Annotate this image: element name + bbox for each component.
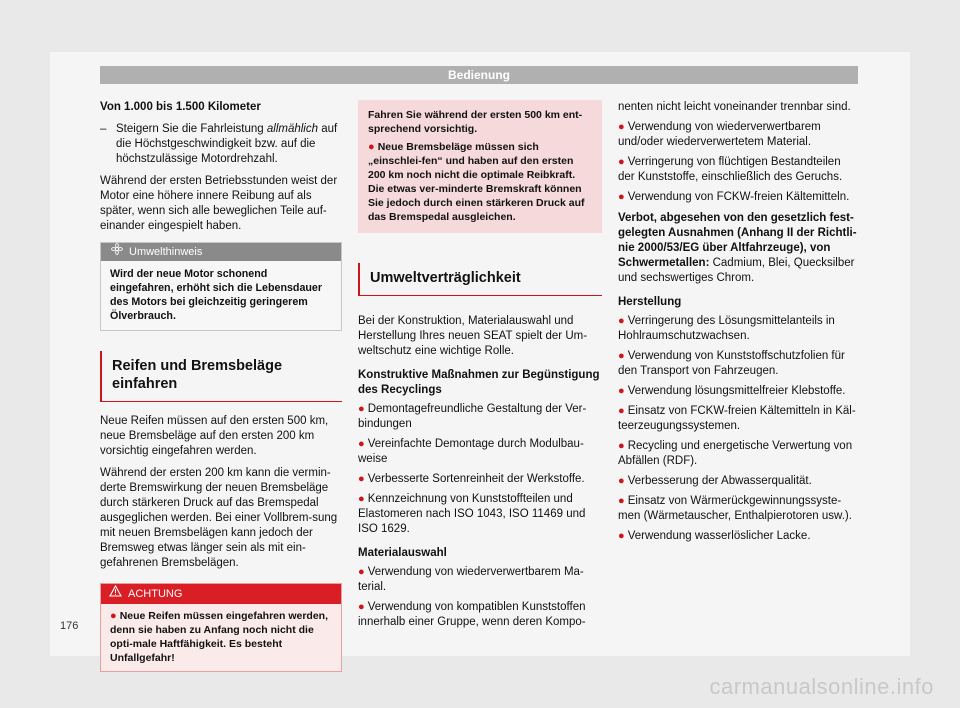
heading-kilometer: Von 1.000 bis 1.500 Kilometer (100, 101, 261, 113)
list-item-text: Verwendung wasserlöslicher Lacke. (627, 530, 811, 542)
list-item-text: Verwendung lösungsmittelfreier Klebstoffe. (627, 385, 846, 397)
list-item (618, 494, 860, 524)
list-item (618, 474, 860, 489)
bullet-dot: ● (618, 156, 628, 168)
paragraph-brakes: Während der ersten 200 km kann die vermin-derte Bremswirkung der neuen Bremsbeläge durch stärkeren Druck auf das Bremspedal ausgeglichen werden. Bei einer Vollbrem-sung mit neuen Bremsbelägen kann jedoch der Bremsweg etwas länger sein als mit ein-gefahrenen Bremsbelägen. (100, 467, 338, 569)
list-item-text: Verwendung von FCKW-freien Kältemitteln. (627, 191, 850, 203)
list-item (618, 190, 860, 205)
column-3 (618, 100, 860, 549)
paragraph-friction: Während der ersten Betriebsstunden weist der Motor eine höhere innere Reibung auf als später, wenn sich alle beweglichen Teile auf-einander eingespielt haben. (100, 175, 338, 232)
list-item-text: Verbesserung der Abwasserqualität. (627, 475, 812, 487)
warning-box (100, 583, 342, 672)
warning-text (101, 604, 341, 671)
list-item-text: Verwendung von kompatiblen Kunststoffen innerhalb einer Gruppe, wenn deren Kompo- (358, 601, 586, 628)
dash-text-b: auf die Höchstgeschwindigkeit bzw. auf die höchstzulässige Motordrehzahl. (116, 123, 338, 165)
list-item-text: Verwendung von wiederverwertbarem und/oder wiederverwertetem Material. (618, 121, 821, 148)
list-item (618, 439, 860, 469)
environment-note-title: Umwelthinweis (129, 246, 203, 258)
list-item-text: Verbesserte Sortenreinheit der Werkstoffe. (367, 473, 585, 485)
list-item (618, 314, 860, 344)
dash-text-em: allmählich (266, 123, 319, 135)
continued-text: nenten nicht leicht voneinander trennbar sind. (618, 101, 851, 113)
list-item (358, 402, 602, 432)
heading-tires-brakes: Reifen und Bremsbeläge einfahren (100, 351, 342, 402)
list-item-text: Demontagefreundliche Gestaltung der Ver-bindungen (358, 403, 587, 430)
bullet-dot: ● (618, 350, 628, 362)
list-recycling (358, 402, 602, 537)
list-item-text: Kennzeichnung von Kunststoffteilen und Elastomeren nach ISO 1043, ISO 11469 und ISO 1629. (358, 493, 586, 535)
list-material (358, 565, 602, 630)
list-production (618, 314, 860, 544)
subheading-production: Herstellung (618, 296, 682, 308)
list-item (618, 155, 860, 185)
bullet-dot: ● (618, 530, 628, 542)
environment-note-box (100, 242, 342, 331)
bullet-dot: ● (618, 495, 628, 507)
page-number: 176 (60, 620, 79, 632)
warning-text-content: Neue Reifen müssen eingefahren werden, denn sie haben zu Anfang noch nicht die opti-male Haftfähigkeit. Es besteht Unfallgefahr! (110, 610, 329, 664)
bullet-dot: ● (358, 493, 368, 505)
bullet-dot: ● (358, 438, 368, 450)
caution-bullet-text: Neue Bremsbeläge müssen sich „einschlei-fen“ und haben auf den ersten 200 km noch nicht die optimale Reibkraft. Die etwas ver-minderte Bremskraft können Sie jedoch durch einen stärkeren Druck auf das Bremspedal ausgleichen. (368, 141, 585, 223)
bullet-dot: ● (618, 405, 628, 417)
section-header: Bedienung (100, 66, 858, 84)
dash-marker: – (100, 123, 107, 135)
bullet-dot: ● (358, 473, 368, 485)
list-item-text: Einsatz von FCKW-freien Kältemitteln in Käl-teerzeugungssystemen. (618, 405, 856, 432)
list-material-cont (618, 120, 860, 205)
list-item (358, 600, 602, 630)
list-item-text: Recycling und energetische Verwertung von Abfällen (RDF). (618, 440, 853, 467)
list-item-text: Vereinfachte Demontage durch Modulbau-weise (358, 438, 584, 465)
warning-title: ACHTUNG (128, 588, 183, 600)
list-item (358, 437, 602, 467)
list-item-text: Verringerung von flüchtigen Bestandteilen der Kunststoffe, einschließlich des Geruchs. (618, 156, 843, 183)
dash-item-text (116, 122, 342, 167)
list-item (358, 492, 602, 537)
warning-header (101, 584, 341, 604)
caution-continuation-box (358, 100, 602, 233)
dash-item (100, 122, 342, 167)
dash-text-a: Steigern Sie die Fahrleistung (116, 123, 267, 135)
bullet-dot: ● (618, 191, 628, 203)
column-2 (358, 100, 602, 635)
paragraph-tires: Neue Reifen müssen auf den ersten 500 km, neue Bremsbeläge auf den ersten 200 km vorsichtig eingefahren werden. (100, 415, 329, 457)
environment-note-text: Wird der neue Motor schonend eingefahren, erhöht sich die Lebensdauer des Motors bei gleichzeitig geringerem Ölverbrauch. (110, 268, 323, 322)
bullet-dot: ● (618, 475, 628, 487)
bullet-dot: ● (368, 141, 378, 153)
list-item-text: Einsatz von Wärmerückgewinnungssyste-men (Wärmetauscher, Enthalpierotoren usw.). (618, 495, 852, 522)
list-item (358, 565, 602, 595)
bullet-dot: ● (358, 601, 368, 613)
list-item (618, 120, 860, 150)
list-item (618, 529, 860, 544)
subheading-material: Materialauswahl (358, 547, 447, 559)
list-item (618, 404, 860, 434)
bullet-dot: ● (618, 440, 628, 452)
bullet-dot: ● (618, 121, 628, 133)
list-item-text: Verringerung des Lösungsmittelanteils in Hohlraumschutzwachsen. (618, 315, 835, 342)
list-item-text: Verwendung von wiederverwertbarem Ma-terial. (358, 566, 584, 593)
bullet-dot: ● (358, 566, 368, 578)
list-item-text: Verwendung von Kunststoffschutzfolien für den Transport von Fahrzeugen. (618, 350, 845, 377)
bullet-dot: ● (358, 403, 368, 415)
paragraph-intro: Bei der Konstruktion, Materialauswahl und Herstellung Ihres neuen SEAT spielt der Um-weltschutz eine wichtige Rolle. (358, 315, 588, 357)
bullet-dot: ● (618, 315, 628, 327)
list-item (618, 384, 860, 399)
warning-triangle-icon (109, 584, 122, 604)
flower-icon (111, 243, 123, 261)
column-1 (100, 100, 342, 672)
list-item (358, 472, 602, 487)
environment-note-header (101, 243, 341, 261)
caution-bullet (368, 140, 592, 224)
list-item (618, 349, 860, 379)
caution-text: Fahren Sie während der ersten 500 km ent-sprechend vorsichtig. (368, 109, 583, 135)
subheading-recycling: Konstruktive Maßnahmen zur Begünstigung des Recyclings (358, 369, 600, 396)
watermark: carmanualsonline.info (709, 674, 934, 699)
heavy-metals-bold: Verbot, abgesehen von den gesetzlich fest-gelegten Ausnahmen (Anhang II der Richtli-nie 2000/53/EG über Altfahrzeuge), von Schwermetallen: (618, 212, 857, 269)
bullet-dot: ● (110, 610, 120, 622)
paragraph-heavy-metals (618, 211, 860, 286)
bullet-dot: ● (618, 385, 628, 397)
heading-environment: Umweltverträglichkeit (358, 263, 602, 296)
heavy-metals-rest: Cadmium, Blei, Quecksilber und sechswertiges Chrom. (618, 257, 855, 284)
